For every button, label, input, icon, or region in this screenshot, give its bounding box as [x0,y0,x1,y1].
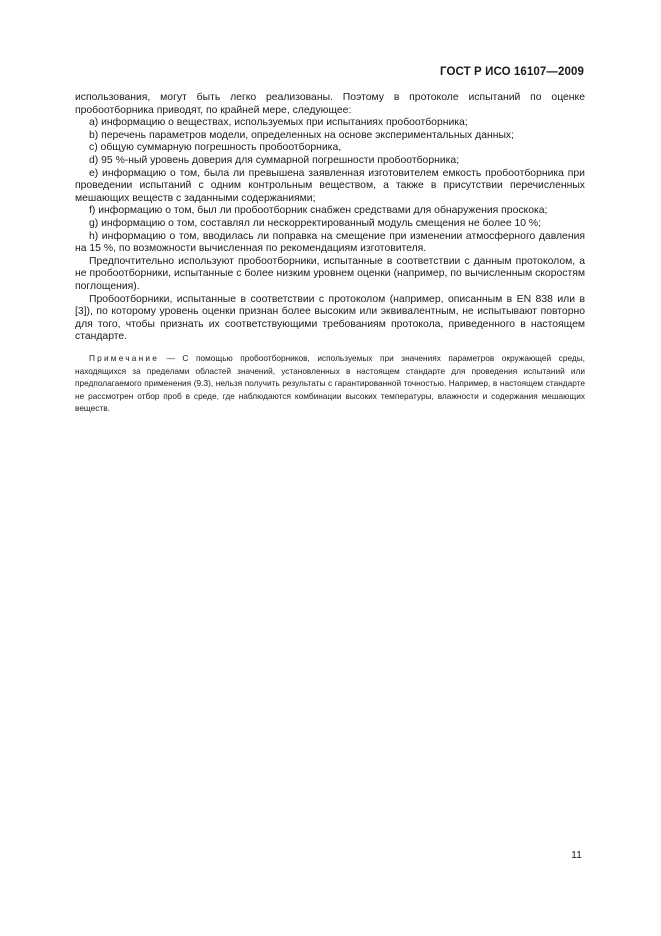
page-number: 11 [571,849,582,861]
note-text: — С помощью пробоотборников, используемых при значениях параметров окружающей среды, находящихся за пределами областей значений, установленных в настоящем стандарте для проведения испытаний или предполагаемого применения (9.3), нельзя получить результаты с гарантированной точностью. Например, в настоящем стандарте не рассмотрен отбор проб в среде, где наблюдаются комбинации высоких температуры, влажности и содержания мешающих веществ. [75,353,585,413]
list-item: h) информацию о том, вводилась ли поправка на смещение при изменении атмосферного давления на 15 %, по возможности вычисленная по рекомендациям изготовителя. [75,230,585,255]
list-item: c) общую суммарную погрешность пробоотборника, [89,142,342,154]
list-item: f) информацию о том, был ли пробоотборник снабжен средствами для обнаружения проскока; [89,205,548,217]
list-item: a) информацию о веществах, используемых при испытаниях пробоотборника; [89,117,468,129]
document-header: ГОСТ Р ИСО 16107—2009 [439,66,584,78]
list-item: e) информацию о том, была ли превышена заявленная изготовителем емкость пробоотборника при проведении испытаний с одним контрольным веществом, а также в присутствии перечисленных мешающих веществ с заданными содержаниями; [75,167,585,204]
paragraph: Предпочтительно используют пробоотборники, испытанные в соответствии с данным протоколом, а не пробоотборники, испытанные с более низким уровнем оценки (например, по вычисленным скоростям поглощения). [75,255,585,292]
main-text [75,92,585,344]
list-item: g) информацию о том, составлял ли нескорректированный модуль смещения не более 10 %; [89,217,542,229]
note [75,352,585,415]
list-item: b) перечень параметров модели, определенных на основе экспериментальных данных; [89,129,514,141]
note-label: Примечание [89,353,160,363]
paragraph: Пробоотборники, испытанные в соответствии с протоколом (например, описанным в EN 838 или в [3]), по которому уровень оценки признан более высоким или эквивалентным, не испытывают повторно для того, чтобы признать их соответствующими требованиям протокола, приведенного в настоящем стандарте. [75,293,585,343]
intro-paragraph: использования, могут быть легко реализованы. Поэтому в протоколе испытаний по оценке пробоотборника приводят, по крайней мере, следующее: [75,92,585,116]
list-item: d) 95 %-ный уровень доверия для суммарной погрешности пробоотборника; [89,154,460,166]
